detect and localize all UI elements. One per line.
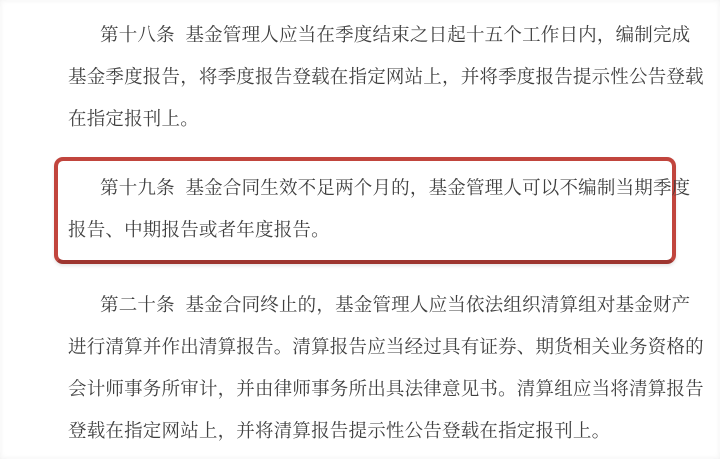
article-20-line-3: 会计师事务所审计，并由律师事务所出具法律意见书。清算组应当将清算报告 — [68, 378, 704, 399]
article-20-line-4: 登载在指定网站上，并将清算报告提示性公告登载在指定报刊上。 — [68, 420, 611, 441]
article-20-line-2: 进行清算并作出清算报告。清算报告应当经过具有证券、期货相关业务资格的 — [68, 336, 704, 357]
paragraph-article-18 — [68, 14, 704, 140]
paragraph-article-19 — [68, 167, 691, 251]
article-18-line-1: 第十八条 基金管理人应当在季度结束之日起十五个工作日内，编制完成 — [100, 24, 691, 45]
article-20-line-1: 第二十条 基金合同终止的，基金管理人应当依法组织清算组对基金财产 — [100, 294, 691, 315]
paragraph-spacer — [68, 264, 694, 284]
article-19-line-1: 第十九条 基金合同生效不足两个月的，基金管理人可以不编制当期季度 — [100, 177, 691, 198]
paragraph-article-20 — [68, 284, 704, 452]
red-annotation-box — [54, 157, 691, 264]
article-18-line-3: 在指定报刊上。 — [68, 108, 199, 129]
article-19-line-2: 报告、中期报告或者年度报告。 — [68, 219, 330, 240]
article-18-line-2: 基金季度报告，将季度报告登载在指定网站上，并将季度报告提示性公告登载 — [68, 66, 704, 87]
